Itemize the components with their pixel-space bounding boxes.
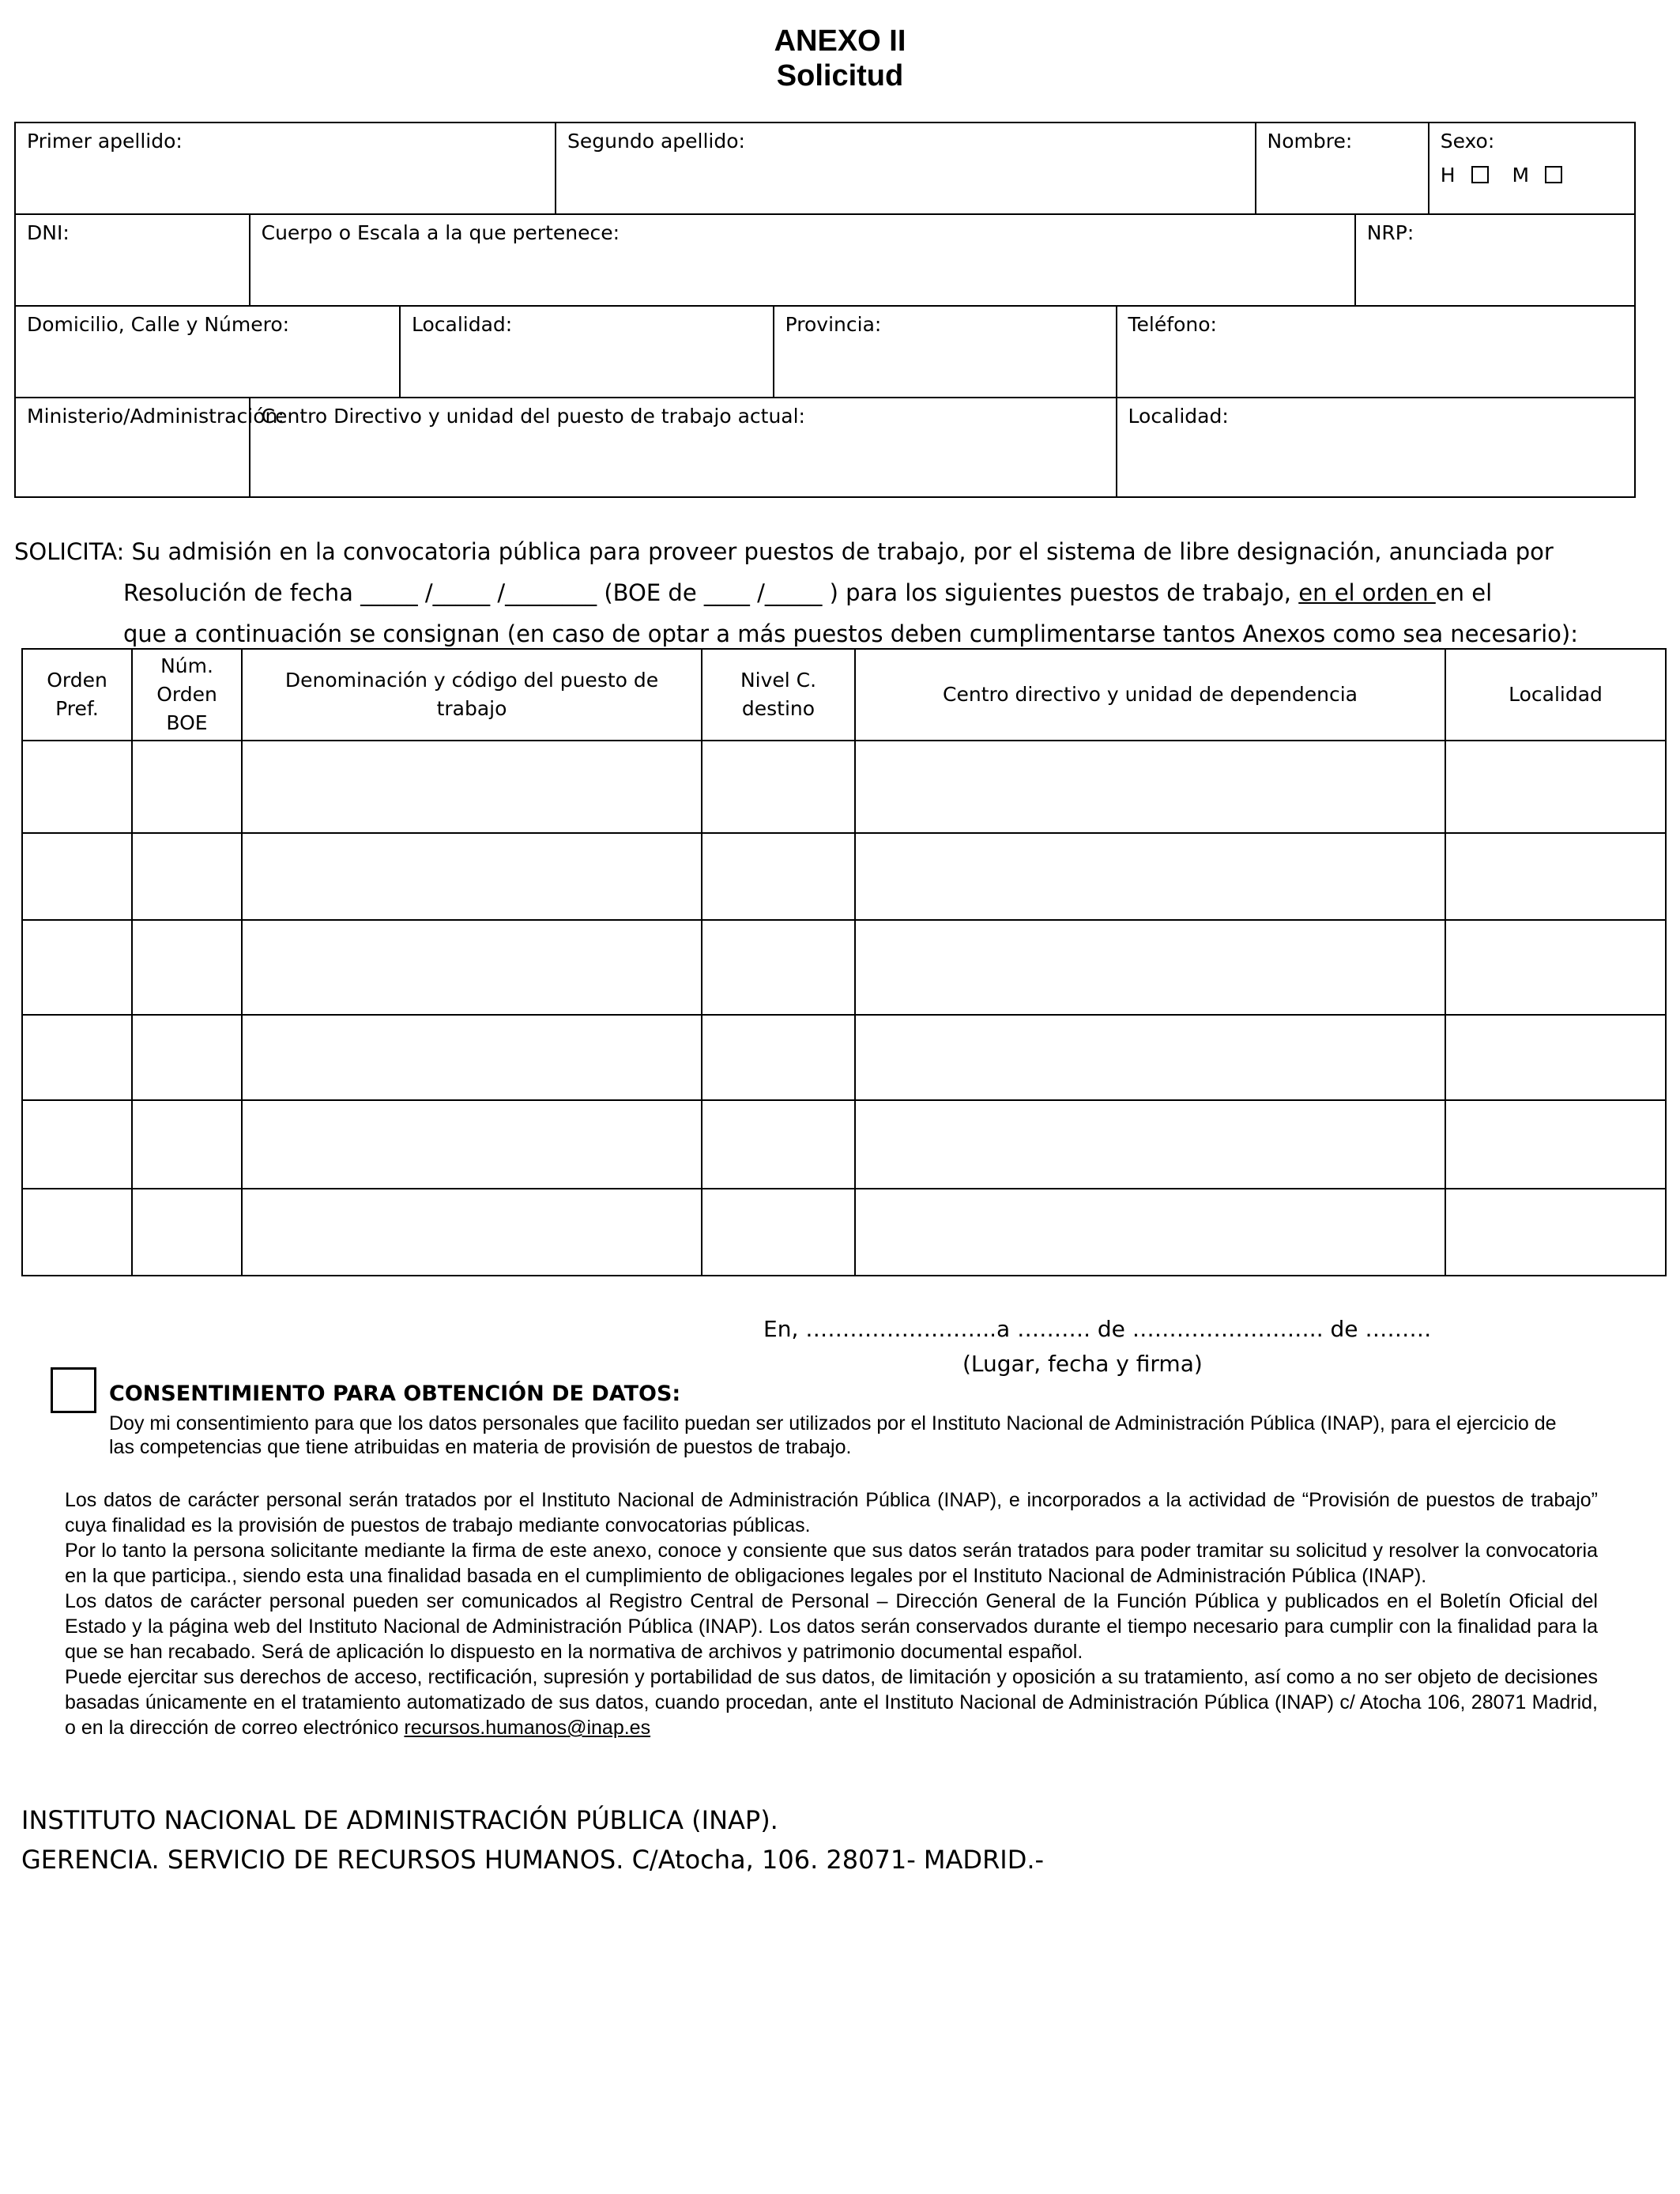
nombre-field[interactable] (1256, 123, 1429, 214)
table-cell[interactable] (22, 1015, 132, 1100)
sexo-label: Sexo: (1440, 130, 1495, 153)
centro-field[interactable] (250, 398, 1117, 497)
table-cell[interactable] (22, 1189, 132, 1276)
document-subtitle: Solicitud (776, 59, 904, 92)
table-cell[interactable] (1445, 741, 1666, 833)
telefono-field[interactable] (1117, 306, 1635, 398)
domicilio-label: Domicilio, Calle y Número: (27, 313, 290, 336)
en-el-orden-text: en el orden (1298, 579, 1436, 606)
email-link[interactable]: recursos.humanos@inap.es (404, 1717, 651, 1739)
table-cell[interactable] (1445, 1100, 1666, 1189)
primer-apellido-label: Primer apellido: (27, 130, 183, 153)
privacy-paragraph-4-text: Puede ejercitar sus derechos de acceso, rectificación, supresión y portabilidad de sus datos, de limitación y oposición a su tratamiento, así como a no ser objeto de decisiones basadas únicamente en el tratamiento automatizado de sus datos, cuando procedan, ante el Instituto Nacional de Administración Pública (INAP) c/ Atocha 106, 28071 Madrid, o en la dirección de correo electrónico (65, 1666, 1598, 1739)
table-cell[interactable] (855, 1015, 1445, 1100)
nrp-label: NRP: (1366, 221, 1414, 244)
privacy-paragraph-1: Los datos de carácter personal serán tratados por el Instituto Nacional de Administración Pública (INAP), e incorporados a la actividad de “Provisión de puestos de trabajo” cuya finalidad es la provisión de puestos de trabajo mediante convocatorias públicas. (65, 1489, 1598, 1536)
header-centro-directivo: Centro directivo y unidad de dependencia (855, 649, 1445, 741)
centro-label: Centro Directivo y unidad del puesto de trabajo actual: (261, 405, 805, 428)
cuerpo-field[interactable] (250, 214, 1355, 306)
consent-title: CONSENTIMIENTO PARA OBTENCIÓN DE DATOS: (109, 1382, 681, 1406)
header-nivel: Nivel C. destino (702, 649, 855, 741)
solicita-paragraph (14, 531, 1626, 654)
solicita-line-3: que a continuación se consignan (en caso de optar a más puestos deben cumplimentarse tantos Anexos como sea necesario): (123, 620, 1579, 647)
ministerio-field[interactable] (15, 398, 284, 497)
document-title: ANEXO II (774, 25, 906, 58)
privacy-paragraph-3: Los datos de carácter personal pueden ser comunicados al Registro Central de Personal – Dirección General de la Función Pública y publicados en el Boletín Oficial del Estado y la página web del Instituto Nacional de Administración Pública (INAP). Los datos serán conservados durante el tiempo necesario para cumplir con la finalidad para la que se han recabado. Será de aplicación lo dispuesto en la normativa de archivos y patrimonio documental español. (65, 1590, 1598, 1663)
table-cell[interactable] (855, 833, 1445, 920)
table-cell[interactable] (22, 920, 132, 1015)
table-cell[interactable] (242, 833, 702, 920)
table-row (22, 1100, 1666, 1189)
table-cell[interactable] (855, 1189, 1445, 1276)
table-cell[interactable] (132, 741, 242, 833)
table-row (22, 833, 1666, 920)
telefono-label: Teléfono: (1128, 313, 1217, 336)
sexo-h-checkbox[interactable] (1471, 166, 1489, 183)
localidad-centro-field[interactable] (1117, 398, 1635, 497)
consent-checkbox[interactable] (51, 1367, 96, 1413)
cuerpo-label: Cuerpo o Escala a la que pertenece: (261, 221, 620, 244)
footer-line-1: INSTITUTO NACIONAL DE ADMINISTRACIÓN PÚBLICA (INAP). (21, 1805, 778, 1835)
sexo-options (1430, 153, 1634, 187)
table-row (22, 1015, 1666, 1100)
solicita-line-2-end: en el (1435, 579, 1493, 606)
solicita-line-2 (123, 572, 1626, 613)
table-cell[interactable] (702, 1189, 855, 1276)
table-cell[interactable] (132, 833, 242, 920)
table-cell[interactable] (1445, 920, 1666, 1015)
sexo-m-label: M (1512, 164, 1530, 187)
table-row (22, 1189, 1666, 1276)
header-localidad: Localidad (1445, 649, 1666, 741)
positions-table (21, 648, 1667, 1276)
table-cell[interactable] (1445, 833, 1666, 920)
ministerio-label: Ministerio/Administración: (27, 405, 284, 428)
table-cell[interactable] (855, 920, 1445, 1015)
domicilio-field[interactable] (15, 306, 400, 398)
segundo-apellido-field[interactable] (556, 123, 1256, 214)
localidad-centro-label: Localidad: (1128, 405, 1229, 428)
dni-field[interactable] (15, 214, 250, 306)
primer-apellido-field[interactable] (15, 123, 556, 214)
table-cell[interactable] (132, 1100, 242, 1189)
table-cell[interactable] (22, 741, 132, 833)
footer-line-2: GERENCIA. SERVICIO DE RECURSOS HUMANOS. C/Atocha, 106. 28071- MADRID.- (21, 1845, 1045, 1875)
table-cell[interactable] (22, 833, 132, 920)
table-cell[interactable] (1445, 1189, 1666, 1276)
sexo-m-checkbox[interactable] (1545, 166, 1562, 183)
table-cell[interactable] (22, 1100, 132, 1189)
table-cell[interactable] (1445, 1015, 1666, 1100)
table-cell[interactable] (132, 1189, 242, 1276)
solicita-line-2-text: Resolución de fecha _____ /_____ /________ (BOE de ____ /_____ ) para los siguientes puestos de trabajo, (123, 579, 1299, 606)
header-orden-pref: Orden Pref. (22, 649, 132, 741)
segundo-apellido-label: Segundo apellido: (567, 130, 745, 153)
consent-text: Doy mi consentimiento para que los datos personales que facilito puedan ser utilizados por el Instituto Nacional de Administración Pública (INAP), para el ejercicio de las competencias que tiene atribuidas en materia de provisión de puestos de trabajo. (109, 1412, 1557, 1458)
table-cell[interactable] (702, 1100, 855, 1189)
solicita-line-1: SOLICITA: Su admisión en la convocatoria pública para proveer puestos de trabajo, por el sistema de libre designación, anunciada por (14, 538, 1554, 565)
header-denominacion: Denominación y código del puesto de trabajo (242, 649, 702, 741)
place-date-line: En, ……………………..a ………. de …………………….. de ……… (763, 1316, 1432, 1342)
table-cell[interactable] (242, 1100, 702, 1189)
table-cell[interactable] (702, 833, 855, 920)
table-cell[interactable] (132, 920, 242, 1015)
dni-label: DNI: (27, 221, 70, 244)
sexo-h-label: H (1440, 164, 1456, 187)
table-cell[interactable] (242, 741, 702, 833)
table-cell[interactable] (242, 920, 702, 1015)
document-title-block (0, 24, 1680, 93)
table-cell[interactable] (855, 1100, 1445, 1189)
table-cell[interactable] (702, 741, 855, 833)
privacy-paragraph-2: Por lo tanto la persona solicitante mediante la firma de este anexo, conoce y consiente que sus datos serán tratados para poder tramitar su solicitud y resolver la convocatoria en la que participa., siendo esta una finalidad basada en el cumplimiento de obligaciones legales por el Instituto Nacional de Administración Pública (INAP). (65, 1540, 1598, 1587)
localidad-field[interactable] (400, 306, 774, 398)
provincia-field[interactable] (774, 306, 1117, 398)
provincia-label: Provincia: (785, 313, 882, 336)
header-num-orden-boe: Núm. Orden BOE (132, 649, 242, 741)
privacy-paragraph-4 (65, 1664, 1598, 1740)
signature-caption: (Lugar, fecha y firma) (962, 1351, 1203, 1377)
table-row (22, 741, 1666, 833)
table-cell[interactable] (702, 1015, 855, 1100)
privacy-notice (65, 1487, 1598, 1740)
nombre-label: Nombre: (1267, 130, 1353, 153)
personal-data-table (14, 122, 1636, 498)
footer-address (21, 1800, 1044, 1879)
localidad-label: Localidad: (412, 313, 513, 336)
table-cell[interactable] (132, 1015, 242, 1100)
nrp-field[interactable] (1355, 214, 1635, 306)
table-cell[interactable] (242, 1189, 702, 1276)
table-cell[interactable] (855, 741, 1445, 833)
table-row (22, 920, 1666, 1015)
table-cell[interactable] (702, 920, 855, 1015)
table-cell[interactable] (242, 1015, 702, 1100)
sexo-field (1429, 123, 1635, 214)
